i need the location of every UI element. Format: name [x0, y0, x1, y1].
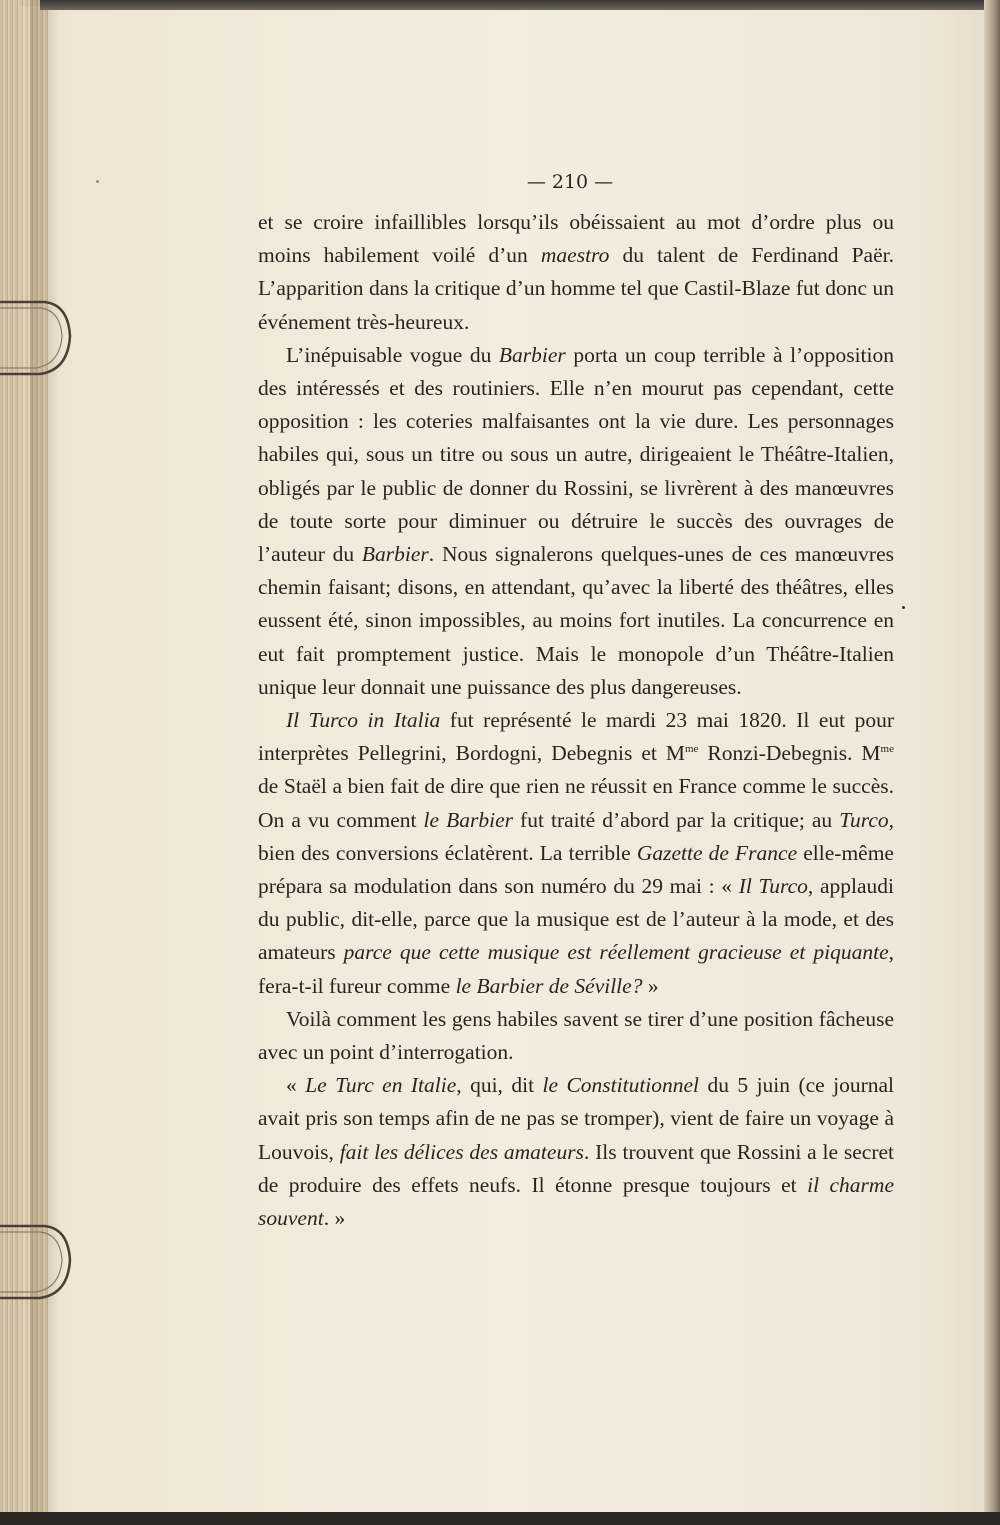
text-run: L’inépuisable vogue du [286, 342, 499, 367]
page-top-edge [40, 0, 1000, 10]
italic-text: parce que cette musique est réellement gracieuse et piquante [343, 940, 889, 965]
italic-text: Turco, [839, 807, 894, 832]
text-run: fut représenté le mardi 23 mai 1820. Il eut pour interprètes Pellegrini, Bordogni, Debegnis et M [258, 708, 894, 766]
italic-text: Barbier [361, 542, 429, 567]
text-run: Voilà comment les gens habiles savent se tirer d’une position fâcheuse avec un point d’interrogation. [258, 1006, 894, 1065]
body-text [258, 206, 894, 1235]
page-bottom-edge [0, 1512, 1000, 1525]
clip-icon [0, 298, 72, 378]
superscript-text: me [880, 743, 894, 756]
text-run: . Ils trouvent que Rossini a le secret de produire des effets neufs. Il étonne presque toujours et [258, 1139, 895, 1197]
page-number-header: — 210 — [526, 171, 614, 193]
paragraph [258, 704, 894, 1003]
text-run: Ronzi-Debegnis. M [698, 741, 881, 766]
paragraph [258, 1003, 894, 1069]
italic-text: fait les délices des amateurs [339, 1139, 584, 1164]
text-run: fut traité d’abord par la critique; au [513, 807, 840, 832]
text-run: et se croire infaillibles lorsqu’ils obéissaient au mot d’ordre plus ou moins habilement voilé d’un [258, 210, 894, 268]
text-run: . Nous signalerons quelques-unes de ces manœuvres chemin faisant; disons, en attendant, qu’avec la liberté des théâtres, elles eussent été, sinon impossibles, au moins fort inutiles. La concurrence en eut fait promptement justice. Mais le monopole d’un Théâtre-Italien unique leur donnait une puissance des plus dangereuses. [258, 542, 894, 699]
text-run: , applaudi du public, dit-elle, parce que la musique est de l’auteur à la mode, et des amateurs [258, 874, 894, 965]
text-run: « [286, 1073, 306, 1098]
page-right-edge [984, 0, 1000, 1525]
italic-text: le Constitutionnel [542, 1073, 700, 1098]
italic-text: Gazette de France [636, 840, 798, 865]
italic-text: le Barbier de Séville? [455, 973, 643, 998]
paragraph [258, 206, 894, 339]
italic-text: Barbier [498, 342, 566, 367]
paragraph [258, 339, 894, 704]
text-run: du talent de Ferdinand Paër. L’apparition dans la critique d’un homme tel que Castil-Blaze fut donc un événement très-heureux. [258, 243, 894, 334]
text-run: » [642, 973, 659, 998]
text-run: porta un coup terrible à l’opposition des intéressés et des routiniers. Elle n’en mourut pas cependant, cette opposition : les coteries malfaisantes ont la vie dure. Les personnages habiles qui, sous un titre ou sous un autre, dirigeaient le Théâtre-Italien, obligés par le public de donner du Rossini, se livrèrent à des manœuvres de toute sorte pour diminuer ou détruire le succès des ouvrages de l’auteur du [258, 342, 894, 567]
italic-text: il charme souvent [258, 1172, 894, 1231]
text-run: , qui, dit [456, 1073, 543, 1098]
italic-text: Il Turco [738, 874, 808, 899]
paragraph [258, 1069, 894, 1235]
text-run: de Staël a bien fait de dire que rien ne réussit en France comme le succès. On a vu comment [258, 774, 894, 832]
clip-icon [0, 1222, 72, 1302]
italic-text: le Barbier [423, 807, 513, 832]
text-run: , fera-t-il fureur comme [258, 940, 894, 998]
italic-text: Il Turco in Italia [286, 708, 441, 733]
text-run: . » [323, 1206, 346, 1231]
text-run: elle-même prépara sa modulation dans son numéro du 29 mai : « [258, 840, 894, 899]
superscript-text: me [684, 743, 699, 756]
italic-text: maestro [540, 243, 610, 268]
text-run: bien des conversions éclatèrent. La terrible [258, 840, 637, 865]
ink-speck [902, 606, 905, 609]
italic-text: Le Turc en Italie [305, 1073, 457, 1098]
text-run: du 5 juin (ce journal avait pris son temps afin de ne pas se tromper), vient de faire un voyage à Louvois, [258, 1073, 895, 1164]
